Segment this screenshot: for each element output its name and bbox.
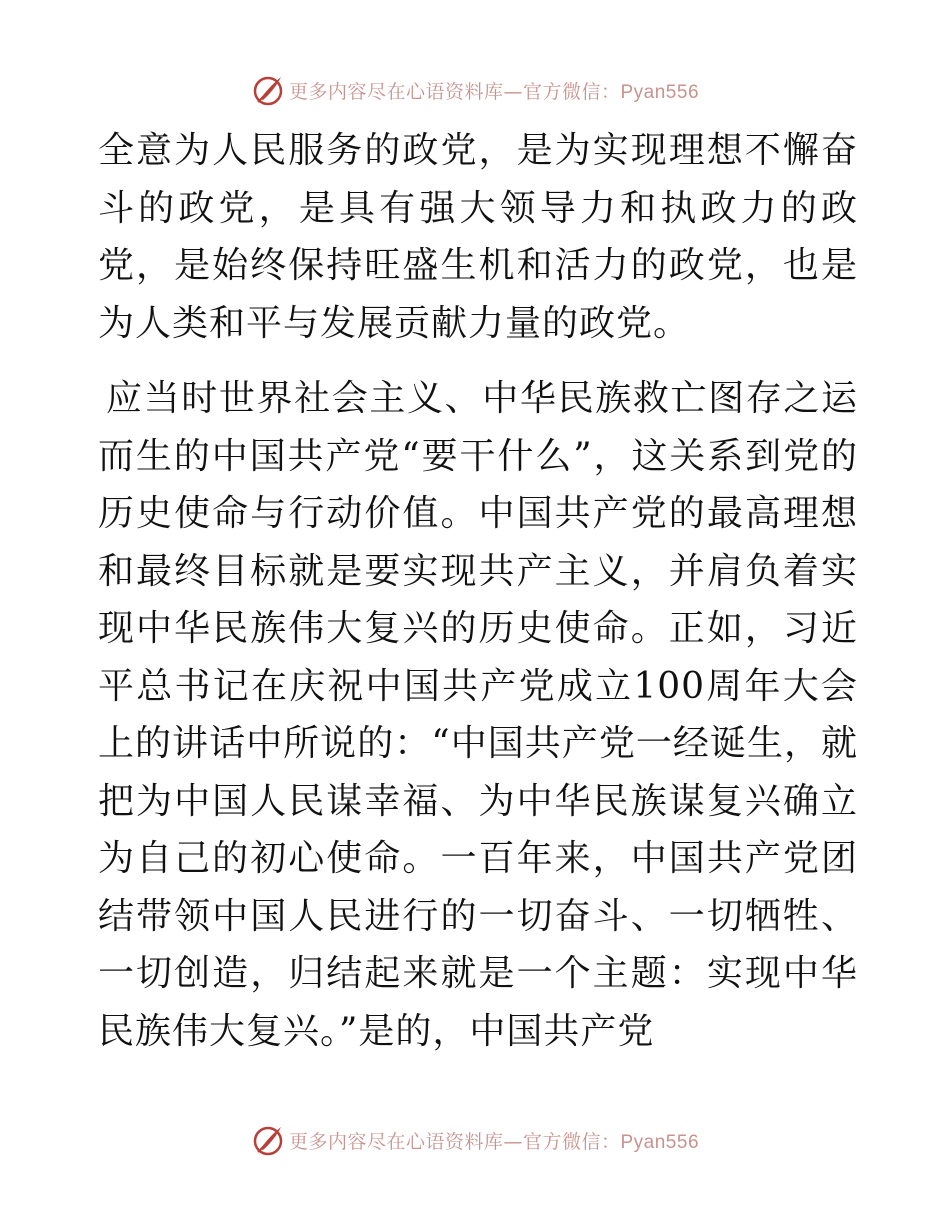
- footer-watermark: [0, 1120, 950, 1160]
- header-watermark: [0, 70, 950, 110]
- paragraph-1: 全意为人民服务的政党，是为实现理想不懈奋斗的政党，是具有强大领导力和执政力的政党，是始终保持旺盛生机和活力的政党，也是为人类和平与发展贡献力量的政党。: [98, 130, 858, 344]
- paragraph-2: 应当时世界社会主义、中华民族救亡图存之运而生的中国共产党“要干什么”，这关系到党的历史使命与行动价值。中国共产党的最高理想和最终目标就是要实现共产主义，并肩负着实现中华民族伟大复兴的历史使命。正如，习近平总书记在庆祝中国共产党成立100周年大会上的讲话中所说的：“中国共产党一经诞生，就把为中国人民谋幸福、为中华民族谋复兴确立为自己的初心使命。一百年来，中国共产党团结带领中国人民进行的一切奋斗、一切牺牲、一切创造，归结起来就是一个主题：实现中华民族伟大复兴。”是的，中国共产党: [98, 378, 858, 1052]
- quill-logo-icon: [251, 1123, 285, 1157]
- document-body: [98, 122, 858, 1060]
- header-watermark-text: 更多内容尽在心语资料库—官方微信：Pyan556: [288, 80, 700, 103]
- quill-logo-icon: [251, 73, 285, 107]
- footer-watermark-text: 更多内容尽在心语资料库—官方微信：Pyan556: [288, 1130, 700, 1153]
